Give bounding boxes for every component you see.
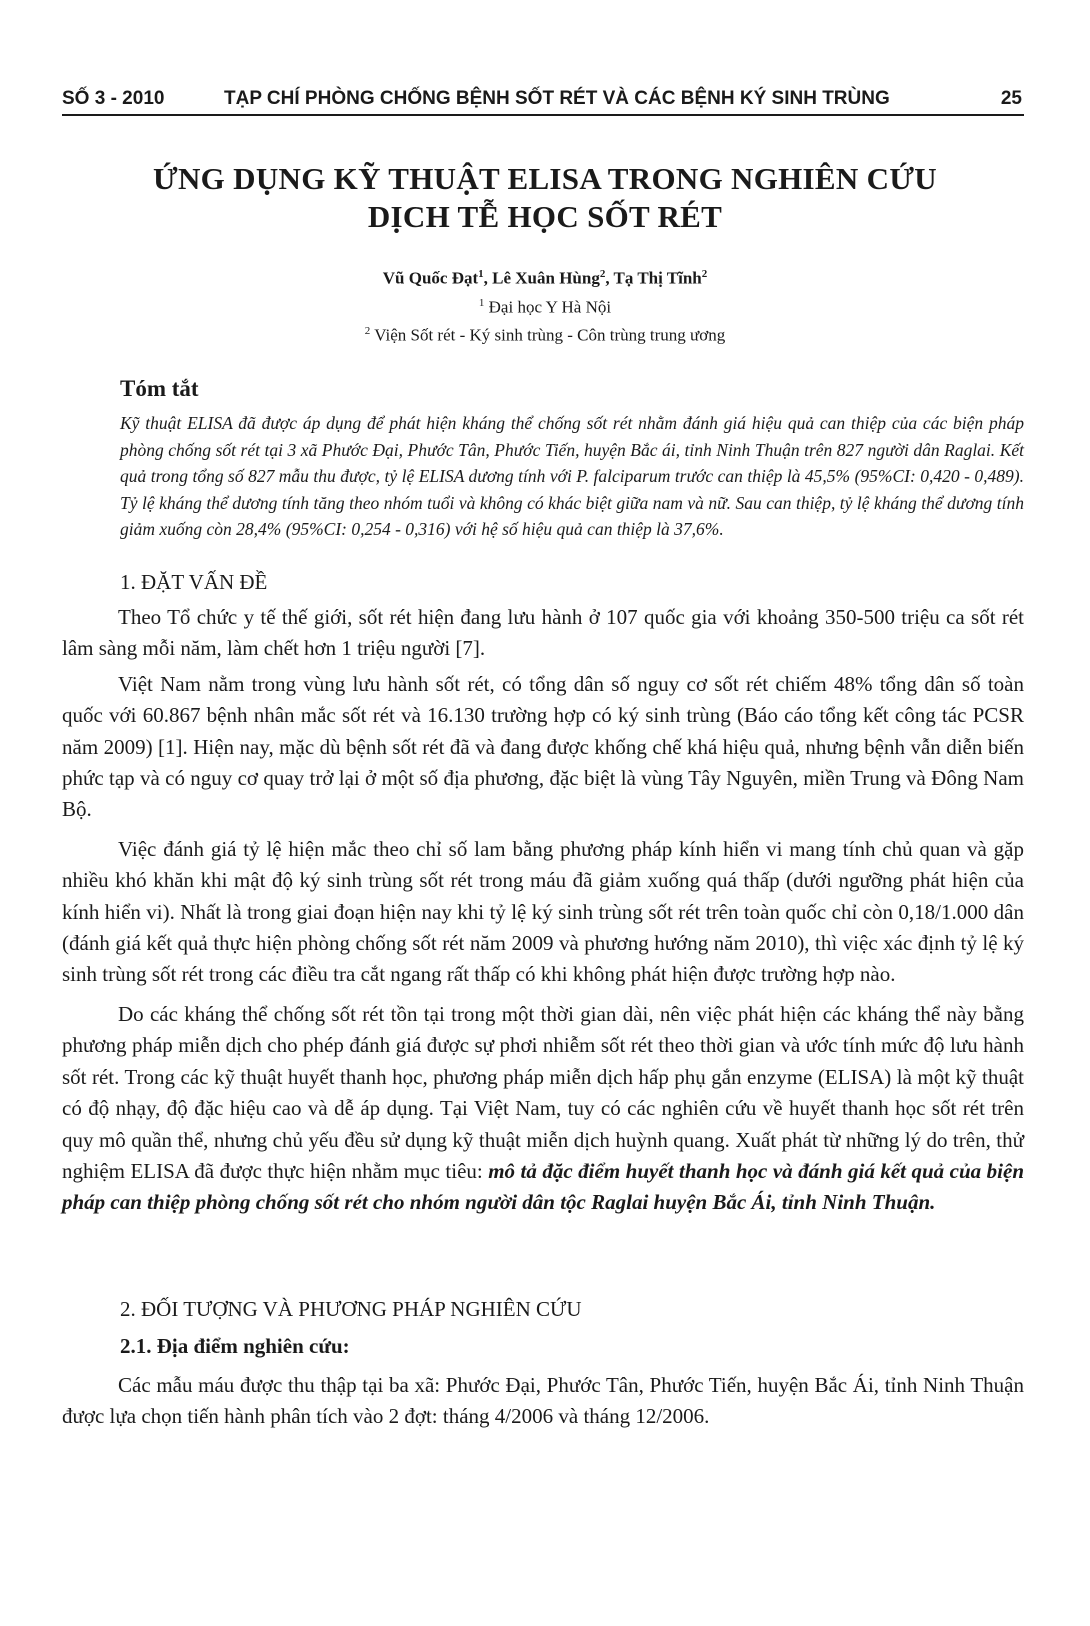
paragraph: Do các kháng thể chống sốt rét tồn tại trong một thời gian dài, nên việc phát hiện các kháng thể này bằng phương pháp miễn dịch cho phép đánh giá được sự phơi nhiễm sốt rét theo thời gian và ước tính mức độ lưu hành sốt rét. Trong các kỹ thuật huyết thanh học, phương pháp miễn dịch hấp phụ gắn enzyme (ELISA) là một kỹ thuật có độ nhạy, độ đặc hiệu cao và dễ áp dụng. Tại Việt Nam, tuy có các nghiên cứu về huyết thanh học sốt rét trên quy mô quần thể, nhưng chủ yếu đều sử dụng kỹ thuật miễn dịch huỳnh quang. Xuất phát từ những lý do trên, thử nghiệm ELISA đã được thực hiện nhằm mục tiêu: mô tả đặc điểm huyết thanh học và đánh giá kết quả của biện pháp can thiệp phòng chống sốt rét cho nhóm người dân tộc Raglai huyện Bắc Ái, tỉnh Ninh Thuận. <box>62 1001 1024 1215</box>
author-3: Tạ Thị Tĩnh <box>613 268 702 288</box>
section-1-body <box>62 602 1024 1219</box>
page-number: 25 <box>1000 88 1022 109</box>
paragraph: Các mẫu máu được thu thập tại ba xã: Phước Đại, Phước Tân, Phước Tiến, huyện Bắc Ái, tỉnh Ninh Thuận được lựa chọn tiến hành phân tích vào 2 đợt: tháng 4/2006 và tháng 12/2006. <box>62 1373 1024 1429</box>
affiliation-1: $^1$ Đại học Y Hà Nội <box>478 296 612 317</box>
study-objective: mô tả đặc điểm huyết thanh học và đánh giá kết quả của biện pháp can thiệp phòng chống sốt rét cho nhóm người dân tộc Raglai huyện Bắc Ái, tỉnh Ninh Thuận. <box>62 1158 1024 1215</box>
title-line-1: ỨNG DỤNG KỸ THUẬT ELISA TRONG NGHIÊN CỨU <box>153 161 937 196</box>
paragraph: Việc đánh giá tỷ lệ hiện mắc theo chỉ số lam bằng phương pháp kính hiển vi mang tính chủ quan và gặp nhiều khó khăn khi mật độ ký sinh trùng sốt rét trong máu đã giảm xuống quá thấp (dưới ngưỡng phát hiện của kính hiển vi). Nhất là trong giai đoạn hiện nay khi tỷ lệ ký sinh trùng sốt rét trên toàn quốc chỉ còn 0,18/1.000 dân (đánh giá kết quả thực hiện phòng chống sốt rét năm 2009 và phương hướng năm 2010), thì việc xác định tỷ lệ ký sinh trùng sốt rét trong các điều tra cắt ngang rất thấp có khi không phát hiện được trường hợp nào. <box>62 836 1024 987</box>
subsection-2-1-heading: 2.1. Địa điểm nghiên cứu: <box>120 1334 350 1358</box>
abstract-heading: Tóm tắt <box>120 376 199 401</box>
journal-name: TẠP CHÍ PHÒNG CHỐNG BỆNH SỐT RÉT VÀ CÁC BỆNH KÝ SINH TRÙNG <box>224 88 890 109</box>
paragraph: Việt Nam nằm trong vùng lưu hành sốt rét, có tổng dân số nguy cơ sốt rét chiếm 48% tổng dân số toàn quốc với 60.867 bệnh nhân mắc sốt rét và 16.130 trường hợp có ký sinh trùng (Báo cáo tổng kết công tác PCSR năm 2009) [1]. Hiện nay, mặc dù bệnh sốt rét đã và đang được khống chế khá hiệu quả, nhưng bệnh vẫn diễn biến phức tạp và có nguy cơ quay trở lại ở một số địa phương, đặc biệt là vùng Tây Nguyên, miền Trung và Đông Nam Bộ. <box>62 671 1024 822</box>
section-2-body <box>62 1370 1024 1433</box>
author-names: Vũ Quốc Đạt$^1$, Lê Xuân Hùng$^2$, Tạ Thị Tĩnh$^2$ <box>382 268 708 288</box>
author-2: Lê Xuân Hùng <box>492 268 600 288</box>
author-2-affil: 2 <box>599 268 606 280</box>
title-line-2: DỊCH TỄ HỌC SỐT RÉT <box>367 199 723 234</box>
section-2-heading: 2. ĐỐI TƯỢNG VÀ PHƯƠNG PHÁP NGHIÊN CỨU <box>120 1297 582 1321</box>
section-1-heading: 1. ĐẶT VẤN ĐỀ <box>120 570 268 594</box>
paragraph: Theo Tổ chức y tế thế giới, sốt rét hiện đang lưu hành ở 107 quốc gia với khoảng 350-500 triệu ca sốt rét lâm sàng mỗi năm, làm chết hơn 1 triệu người [7]. <box>62 605 1024 661</box>
affiliation-2: $^2$ Viện Sốt rét - Ký sinh trùng - Côn trùng trung ương <box>364 325 726 345</box>
author-1: Vũ Quốc Đạt <box>382 268 479 288</box>
issue-number: SỐ 3 - 2010 <box>62 88 165 109</box>
running-header <box>62 84 1024 116</box>
article-title <box>120 160 970 236</box>
author-1-affil: 1 <box>478 268 484 280</box>
abstract-text: Kỹ thuật ELISA đã được áp dụng để phát hiện kháng thể chống sốt rét nhằm đánh giá hiệu quả can thiệp của các biện pháp phòng chống sốt rét tại 3 xã Phước Đại, Phước Tân, Phước Tiến, huyện Bắc ái, tỉnh Ninh Thuận trên 827 người dân Raglai. Kết quả trong tổng số 827 mẫu thu được, tỷ lệ ELISA dương tính với P. falciparum trước can thiệp là 45,5% (95%CI: 0,420 - 0,489). Tỷ lệ kháng thể dương tính tăng theo nhóm tuổi và không có khác biệt giữa nam và nữ. Sau can thiệp, tỷ lệ kháng thể dương tính giảm xuống còn 28,4% (95%CI: 0,254 - 0,316) với hệ số hiệu quả can thiệp là 37,6%. <box>120 413 1024 539</box>
author-3-affil: 2 <box>701 268 708 280</box>
author-block <box>200 262 890 348</box>
